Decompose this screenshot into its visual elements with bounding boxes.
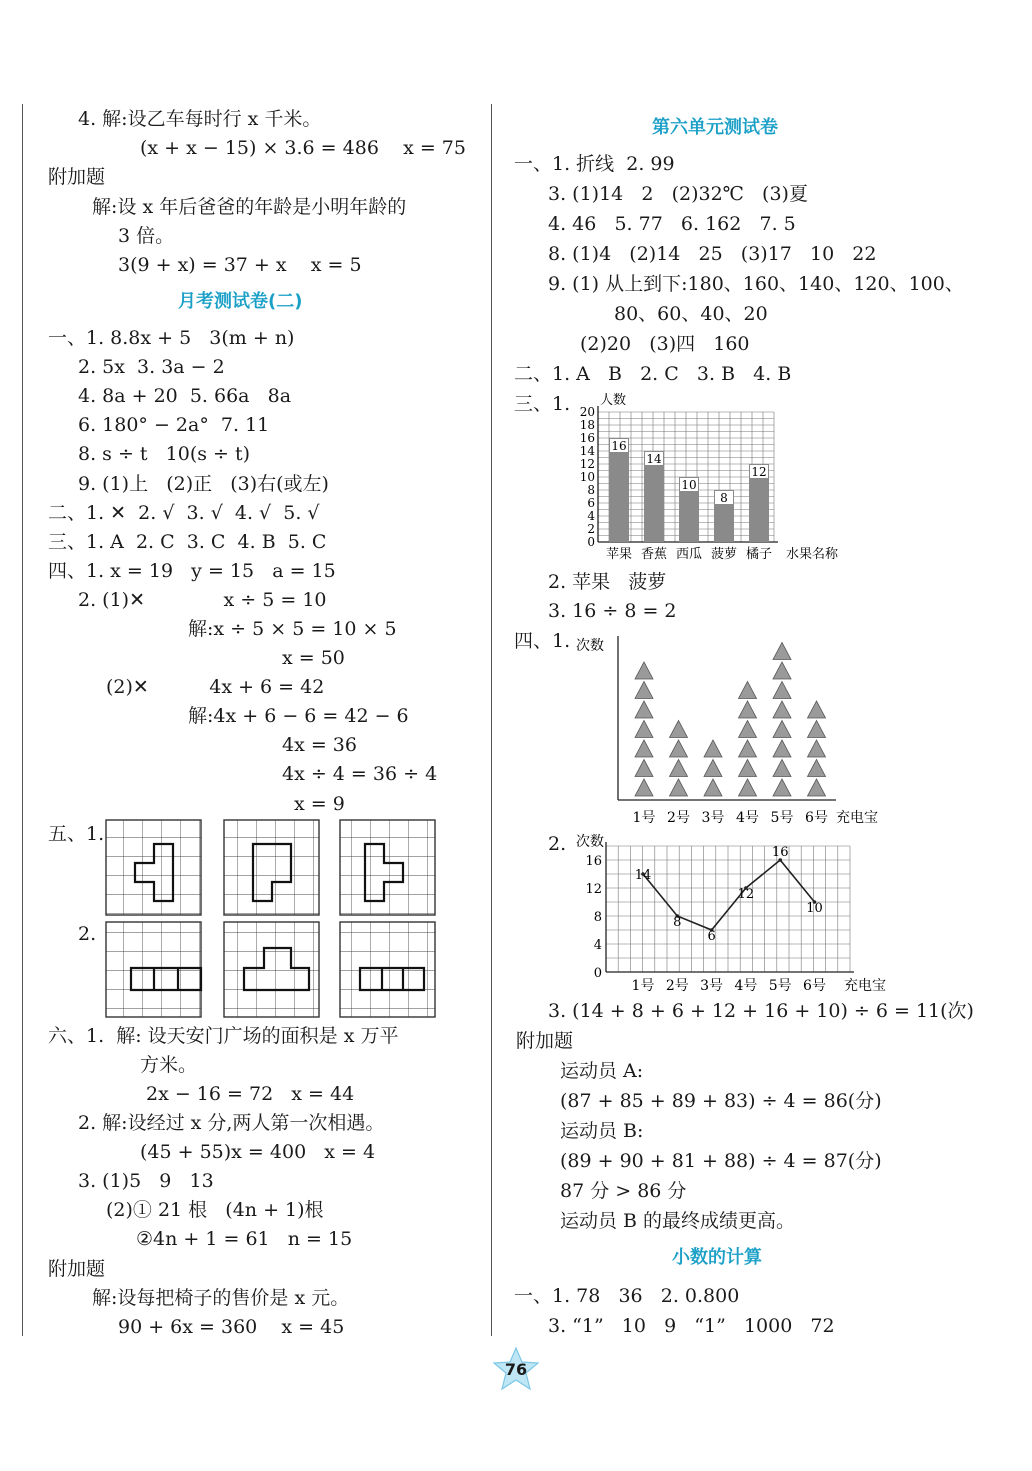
triangle-mark [635,760,653,777]
triangle-mark [635,721,653,738]
x-tick-label: 2号 [665,978,689,994]
triangle-mark [808,779,826,796]
x-tick-label: 1号 [631,978,655,994]
y-tick-label: 16 [585,854,602,869]
answer-line: (2)✕ 4x + 6 = 42 [106,676,325,698]
answer-line: 运动员 A: [560,1060,644,1082]
triangle-mark [635,740,653,757]
x-tick-label: 6号 [805,810,828,826]
answer-line: 运动员 B: [560,1120,644,1142]
y-tick-label: 8 [593,910,602,925]
y-tick-label: 0 [593,966,602,981]
y-tick-label: 0 [587,535,595,549]
triangle-mark [773,779,791,796]
answer-line: 3(9 + x) = 37 + x x = 5 [118,254,362,276]
answer-line: 9. (1)上 (2)正 (3)右(或左) [78,473,329,495]
answer-line: 4x = 36 [282,734,357,756]
answer-line: 3. 16 ÷ 8 = 2 [548,600,677,622]
y-tick-label: 12 [579,457,595,471]
triangle-mark [670,779,688,796]
answer-line: 一、1. 8.8x + 5 3(m + n) [48,327,295,349]
answer-line: 4x ÷ 4 = 36 ÷ 4 [282,763,438,785]
triangle-mark [773,740,791,757]
grid-figures [104,818,504,1018]
answer-line: 6. 180° − 2a° 7. 11 [78,414,270,436]
triangle-mark [739,721,757,738]
bar-value-label: 16 [611,439,627,453]
x-tick-label: 4号 [734,978,758,994]
answer-line: 4. 46 5. 77 6. 162 7. 5 [548,213,796,235]
answer-line: (45 + 55)x = 400 x = 4 [140,1141,376,1163]
grid-figure-2c [340,922,435,1017]
x-tick-label: 3号 [700,978,724,994]
answer-line: 解:设 x 年后爸爸的年龄是小明年龄的 [92,196,407,218]
extra-heading: 附加题 [48,166,106,188]
answer-line: (89 + 90 + 81 + 88) ÷ 4 = 87(分) [560,1150,882,1172]
data-label: 14 [634,868,652,883]
answer-line: 90 + 6x = 360 x = 45 [118,1316,345,1338]
y-tick-label: 8 [587,483,595,497]
answer-line: (87 + 85 + 89 + 83) ÷ 4 = 86(分) [560,1090,882,1112]
triangle-mark [739,682,757,699]
answer-line: 3. (1)14 2 (2)32℃ (3)夏 [548,183,808,205]
triangle-mark [773,701,791,718]
y-tick-label: 2 [587,522,595,536]
answer-line: 三、1. [514,393,571,415]
answer-line: (x + x − 15) × 3.6 = 486 x = 75 [140,137,466,159]
answer-line: 4. 解:设乙车每时行 x 千米。 [78,108,322,130]
answer-line: 四、1. x = 19 y = 15 a = 15 [48,560,336,582]
answer-line: 2. [548,833,567,855]
page-number-badge [490,1346,542,1392]
bar-value-label: 12 [751,465,767,479]
answer-line: x = 9 [294,793,345,815]
answer-line: 三、1. A 2. C 3. C 4. B 5. C [48,531,327,553]
triangle-mark [739,701,757,718]
answer-line: 2. 解:设经过 x 分,两人第一次相遇。 [78,1112,385,1134]
answer-line: 2x − 16 = 72 x = 44 [146,1083,355,1105]
answer-line: 3. (14 + 8 + 6 + 12 + 16 + 10) ÷ 6 = 11(次) [548,1000,974,1022]
answer-line: (2)① 21 根 (4n + 1)根 [106,1199,324,1221]
y-axis-label: 人数 [600,393,627,408]
triangle-mark [773,682,791,699]
triangle-mark [773,760,791,777]
x-tick-label: 6号 [803,978,826,994]
charger-pictograph [576,628,906,828]
answer-line: 四、1. [514,630,571,652]
page-number: 76 [504,1360,528,1379]
answer-line: 解:设每把椅子的售价是 x 元。 [92,1287,350,1309]
section-title-monthly-test-2: 月考测试卷(二) [178,291,303,312]
triangle-mark [704,760,722,777]
section-title-unit-6-test: 第六单元测试卷 [652,117,778,138]
extra-heading: 附加题 [48,1258,106,1280]
grid-figure-1c [340,820,435,915]
triangle-mark [670,721,688,738]
triangle-mark [808,740,826,757]
column-divider [491,104,492,1336]
grid-figure-2a [106,922,201,1017]
grid-figure-1b [224,820,319,915]
answer-line: 二、1. A B 2. C 3. B 4. B [514,363,792,385]
data-label: 16 [771,845,789,860]
triangle-mark [739,740,757,757]
answer-line: 方米。 [140,1054,198,1076]
section-title-decimal-calculation: 小数的计算 [672,1247,762,1268]
data-label: 8 [673,915,682,930]
x-axis-label: 水果名称 [786,547,839,562]
x-tick-label: 香蕉 [640,547,668,562]
answer-line: 六、1. 解: 设天安门广场的面积是 x 万平 [48,1025,399,1047]
triangle-mark [635,662,653,679]
y-tick-label: 4 [587,509,595,523]
x-tick-label: 5号 [770,810,794,826]
x-tick-label: 西瓜 [675,547,703,562]
answer-line: 87 分 > 86 分 [560,1180,687,1202]
answer-line: (2)20 (3)四 160 [580,333,750,355]
data-label: 10 [806,901,823,916]
answer-line: 五、1. [48,823,105,845]
answer-line: 8. (1)4 (2)14 25 (3)17 10 22 [548,243,877,265]
answer-line: 8. s ÷ t 10(s ÷ t) [78,443,251,465]
triangle-mark [739,760,757,777]
charger-line-chart [574,828,924,998]
x-tick-label: 菠萝 [710,547,738,562]
answer-line: 2. 苹果 菠萝 [548,571,667,593]
extra-heading: 附加题 [516,1030,574,1052]
triangle-mark [773,662,791,679]
fruit-bar-chart [566,390,856,562]
triangle-mark [808,701,826,718]
bar-value-label: 10 [681,478,697,492]
y-tick-label: 6 [587,496,595,510]
triangle-mark [704,779,722,796]
answer-line: ②4n + 1 = 61 n = 15 [136,1228,353,1250]
answer-line: x = 50 [282,647,345,669]
answer-line: 2. 5x 3. 3a − 2 [78,356,225,378]
bar-value-label: 14 [646,452,662,466]
answer-line: 2. [78,923,97,945]
x-tick-label: 橘子 [745,547,773,562]
answer-line: 2. (1)✕ x ÷ 5 = 10 [78,589,327,611]
x-tick-label: 苹果 [605,547,633,562]
y-tick-label: 18 [579,418,595,432]
answer-line: 一、1. 78 36 2. 0.800 [514,1285,740,1307]
triangle-mark [808,760,826,777]
answer-line: 3 倍。 [118,225,175,247]
y-tick-label: 10 [579,470,595,484]
answer-line: 一、1. 折线 2. 99 [514,153,675,175]
answer-line: 4. 8a + 20 5. 66a 8a [78,385,292,407]
triangle-mark [635,779,653,796]
answer-line: 二、1. ✕ 2. √ 3. √ 4. √ 5. √ [48,502,320,524]
y-tick-label: 20 [579,405,595,419]
answer-line: 解:4x + 6 − 6 = 42 − 6 [188,705,409,727]
y-tick-label: 14 [579,444,595,458]
triangle-mark [635,682,653,699]
x-tick-label: 5号 [768,978,792,994]
answer-line: 解:x ÷ 5 × 5 = 10 × 5 [188,618,397,640]
x-tick-label: 1号 [632,810,656,826]
x-axis-label: 充电宝 [836,810,878,826]
answer-line: 80、60、40、20 [614,303,768,325]
triangle-mark [773,643,791,660]
answer-line: 3. (1)5 9 13 [78,1170,214,1192]
y-tick-label: 12 [585,882,602,897]
data-label: 6 [707,929,716,944]
x-axis-label: 充电宝 [844,978,886,994]
x-tick-label: 4号 [736,810,759,826]
triangle-mark [670,740,688,757]
left-margin-rule [22,104,23,1336]
y-axis-label: 次数 [576,638,604,654]
triangle-mark [704,740,722,757]
data-label: 12 [737,887,755,902]
y-tick-label: 4 [593,938,602,953]
triangle-mark [635,701,653,718]
triangle-mark [739,779,757,796]
triangle-mark [808,721,826,738]
answer-line: 9. (1) 从上到下:180、160、140、120、100、 [548,273,964,295]
triangle-mark [670,760,688,777]
triangle-mark [773,721,791,738]
grid-figure-1a [106,820,201,915]
x-tick-label: 2号 [667,810,690,826]
y-axis-label: 次数 [576,834,604,850]
x-tick-label: 3号 [701,810,725,826]
bar-苹果 [609,438,629,542]
y-tick-label: 16 [579,431,595,445]
grid-figure-2b [224,922,319,1017]
answer-line: 3. “1” 10 9 “1” 1000 72 [548,1315,835,1337]
bar-value-label: 8 [720,491,728,505]
answer-line: 运动员 B 的最终成绩更高。 [560,1210,796,1232]
